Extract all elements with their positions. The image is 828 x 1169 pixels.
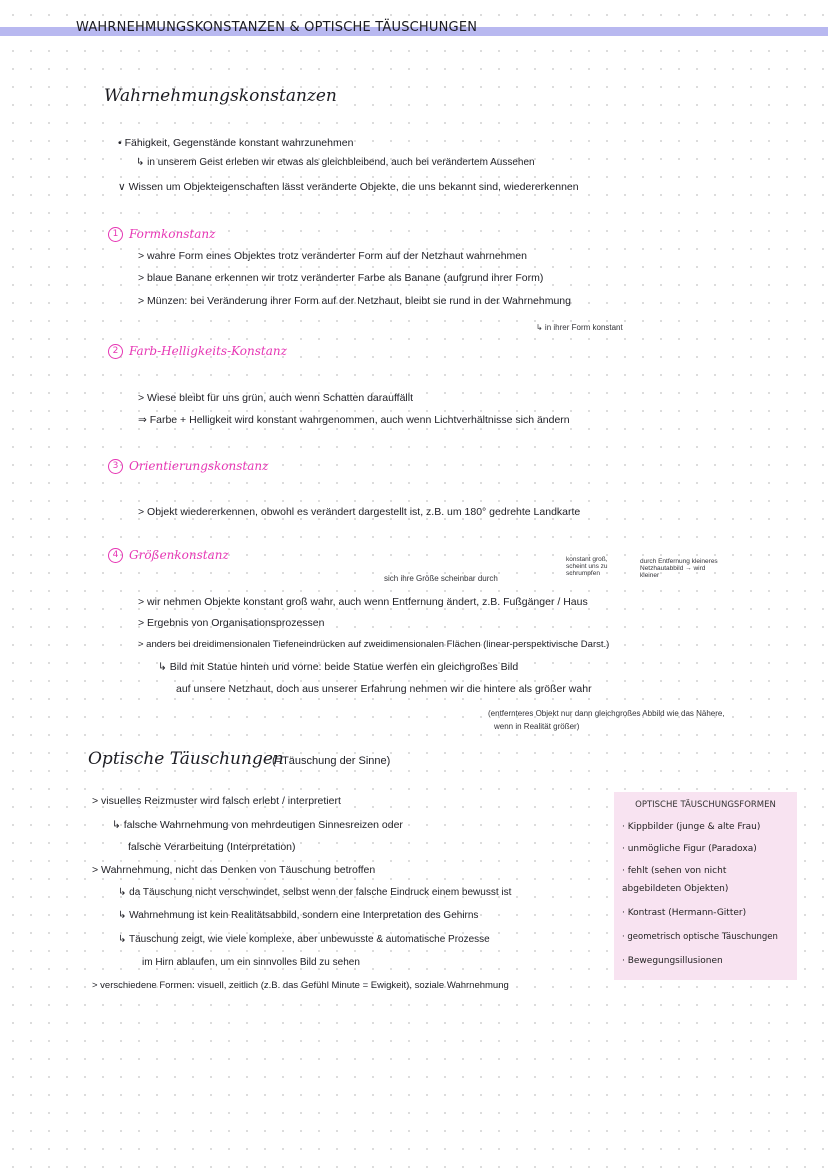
box-item: · Kontrast (Hermann-Gitter) (622, 908, 747, 918)
number-circle-4: 4 (108, 548, 123, 563)
box-item: · Kippbilder (junge & alte Frau) (622, 822, 761, 832)
page-title: WAHRNEHMUNGSKONSTANZEN & OPTISCHE TÄUSCHUNGEN (76, 20, 478, 35)
bullet-faehigkeit: • Fähigkeit, Gegenstände konstant wahrzunehmen (118, 137, 354, 149)
groesse-line-1: > wir nehmen Objekte konstant groß wahr, auch wenn Entfernung ändert, z.B. Fußgänger / Haus (138, 596, 588, 608)
taeuschungsformen-box (614, 792, 797, 980)
taeuschung-line-9: > verschiedene Formen: visuell, zeitlich (z.B. das Gefühl Minute = Ewigkeit), soziale Wahrnehmung (92, 980, 509, 991)
heading-orientierungskonstanz (108, 459, 268, 474)
number-circle-3: 3 (108, 459, 123, 474)
box-item: · unmögliche Figur (Paradoxa) (622, 844, 757, 854)
groesse-title: Größenkonstanz (129, 548, 229, 562)
taeuschung-line-5: ↳ da Täuschung nicht verschwindet, selbst wenn der falsche Eindruck einem bewusst ist (118, 887, 512, 898)
groesse-note-d: (entfernteres Objekt nur dann gleichgroßes Abbild wie das Nähere, (488, 709, 725, 718)
form-note: ↳ in ihrer Form konstant (536, 323, 623, 332)
groesse-line-5: auf unsere Netzhaut, doch aus unserer Erfahrung nehmen wir die hintere als größer wahr (176, 683, 592, 695)
orient-line-1: > Objekt wiedererkennen, obwohl es verändert dargestellt ist, z.B. um 180° gedrehte Landkarte (138, 506, 581, 518)
bullet-wissen: ∨ Wissen um Objekteigenschaften lässt veränderte Objekte, die uns bekannt sind, wiedererkennen (118, 181, 579, 193)
form-line-3: > Münzen: bei Veränderung ihrer Form auf der Netzhaut, bleibt sie rund in der Wahrnehmung (138, 295, 571, 307)
groesse-note-b: konstant groß, scheint uns zu schrumpfen (566, 556, 608, 577)
farb-line-1: > Wiese bleibt für uns grün, auch wenn Schatten darauffällt (138, 392, 414, 404)
section-heading-wahrnehmungskonstanzen: Wahrnehmungskonstanzen (104, 86, 337, 106)
sub-bullet-geist: ↳ in unserem Geist erleben wir etwas als gleichbleibend, auch bei verändertem Aussehen (136, 157, 535, 168)
farb-title: Farb-Helligkeits-Konstanz (129, 344, 287, 358)
box-title: OPTISCHE TÄUSCHUNGSFORMEN (635, 800, 776, 810)
form-line-1: > wahre Form eines Objektes trotz veränderter Form auf der Netzhaut wahrnehmen (138, 250, 527, 262)
number-circle-2: 2 (108, 344, 123, 359)
orient-title: Orientierungskonstanz (129, 459, 269, 473)
taeuschung-line-7: ↳ Täuschung zeigt, wie viele komplexe, aber unbewusste & automatische Prozesse (118, 934, 490, 945)
taeuschung-line-3: falsche Verarbeitung (Interpretation) (128, 841, 296, 853)
groesse-note-c: durch Entfernung kleineres Netzhautabbild → wird kleiner (640, 558, 718, 579)
taeuschung-line-4: > Wahrnehmung, nicht das Denken von Täuschung betroffen (92, 864, 376, 876)
groesse-line-3: > anders bei dreidimensionalen Tiefeneindrücken auf zweidimensionalen Flächen (linear-perspektivische Darst.) (138, 639, 610, 650)
section-subtitle: (=Täuschung der Sinne) (272, 755, 391, 767)
box-item: · geometrisch optische Täuschungen (622, 932, 778, 942)
taeuschung-line-6: ↳ Wahrnehmung ist kein Realitätsabbild, sondern eine Interpretation des Gehirns (118, 910, 479, 921)
box-item: abgebildeten Objekten) (622, 884, 729, 894)
groesse-note-e: wenn in Realität größer) (494, 722, 580, 731)
heading-formkonstanz (108, 227, 215, 242)
section-heading-optische-taeuschungen: Optische Täuschungen (88, 749, 284, 769)
box-item: · Bewegungsillusionen (622, 956, 723, 966)
taeuschung-line-2: ↳ falsche Wahrnehmung von mehrdeutigen Sinnesreizen oder (112, 819, 403, 831)
formkonstanz-title: Formkonstanz (129, 227, 216, 241)
number-circle-1: 1 (108, 227, 123, 242)
groesse-note-a: sich ihre Größe scheinbar durch (384, 574, 498, 583)
heading-groessenkonstanz (108, 548, 229, 563)
groesse-line-4: ↳ Bild mit Statue hinten und vorne: beide Statue werfen ein gleichgroßes Bild (158, 661, 519, 673)
box-item: · fehlt (sehen von nicht (622, 866, 727, 876)
form-line-2: > blaue Banane erkennen wir trotz veränderter Farbe als Banane (aufgrund ihrer Form) (138, 272, 544, 284)
farb-line-2: ⇒ Farbe + Helligkeit wird konstant wahrgenommen, auch wenn Lichtverhältnisse sich ändern (138, 414, 570, 426)
groesse-line-2: > Ergebnis von Organisationsprozessen (138, 617, 325, 629)
heading-farb-helligkeits-konstanz (108, 344, 287, 359)
taeuschung-line-1: > visuelles Reizmuster wird falsch erlebt / interpretiert (92, 795, 341, 807)
taeuschung-line-8: im Hirn ablaufen, um ein sinnvolles Bild zu sehen (142, 957, 360, 968)
